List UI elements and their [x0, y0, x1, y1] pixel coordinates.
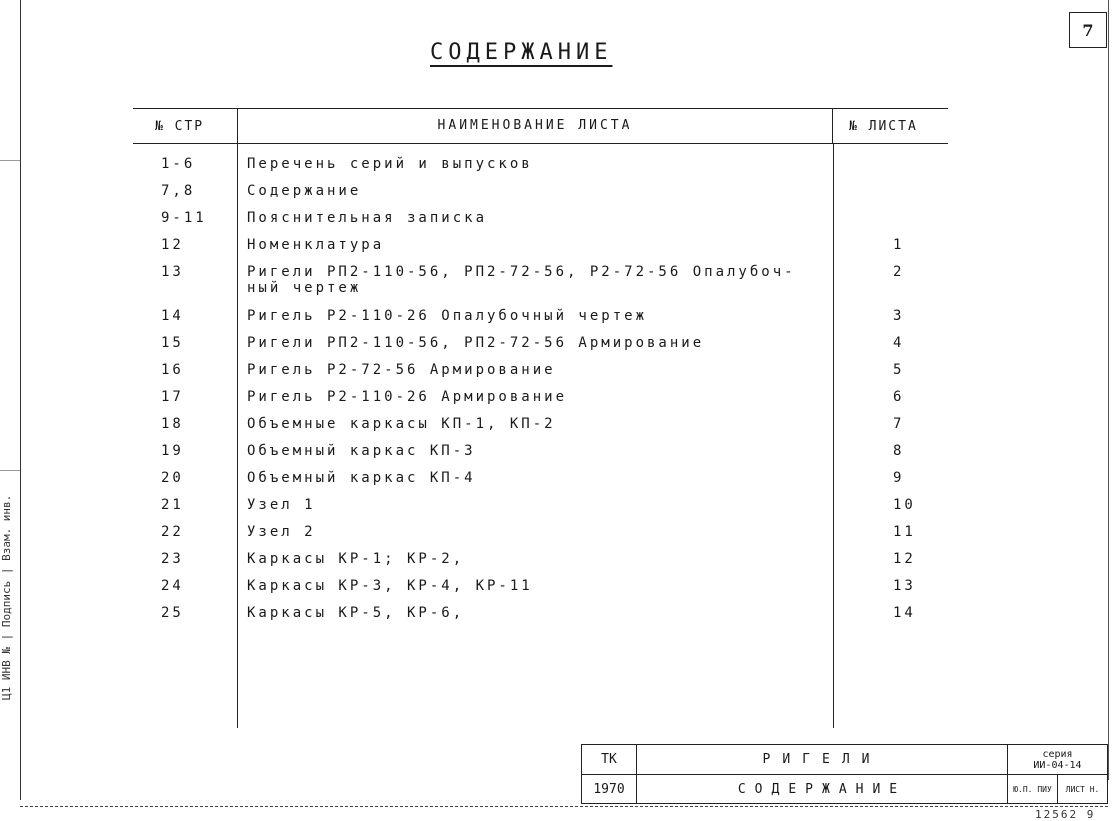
row-page-number: 9-11: [161, 210, 207, 226]
row-sheet-name: Пояснительная записка: [247, 210, 488, 226]
row-sheet-number: 4: [893, 335, 905, 351]
table-row: [133, 578, 948, 605]
row-sheet-name: Объемный каркас КП-4: [247, 470, 476, 486]
row-page-number: 25: [161, 605, 184, 621]
row-sheet-name: Объемный каркас КП-3: [247, 443, 476, 459]
row-page-number: 18: [161, 416, 184, 432]
stamp-org: ТК: [581, 744, 637, 774]
row-sheet-name: Ригель Р2-110-26 Опалубочный чертеж: [247, 308, 648, 324]
stamp-product: РИГЕЛИ: [637, 744, 1007, 774]
side-margin-label: Ц1 ИНВ № | Подпись | Взам. инв.: [0, 494, 13, 700]
row-sheet-number: 2: [893, 264, 905, 280]
inventory-number: 12562 9: [1035, 808, 1096, 821]
row-page-number: 1-6: [161, 156, 196, 172]
row-page-number: 21: [161, 497, 184, 513]
row-sheet-name: Ригель Р2-110-26 Армирование: [247, 389, 568, 405]
column-divider: [237, 144, 238, 728]
row-sheet-name: Каркасы КР-3, КР-4, КР-11: [247, 578, 533, 594]
row-page-number: 19: [161, 443, 184, 459]
table-row: [133, 237, 948, 264]
table-row: [133, 470, 948, 497]
row-sheet-number: 7: [893, 416, 905, 432]
row-sheet-number: 11: [893, 524, 916, 540]
margin-tick: [0, 470, 20, 471]
row-sheet-name: Каркасы КР-5, КР-6,: [247, 605, 465, 621]
stamp-col-2: ЛИСТ Н.: [1057, 775, 1107, 803]
row-sheet-name: Объемные каркасы КП-1, КП-2: [247, 416, 556, 432]
frame-left-border: [20, 0, 21, 800]
table-row: [133, 264, 948, 308]
header-sheet-number: № ЛИСТА: [849, 118, 918, 134]
frame-right-border: [1108, 0, 1109, 780]
row-page-number: 17: [161, 389, 184, 405]
table-row: [133, 416, 948, 443]
row-sheet-name: Узел 1: [247, 497, 316, 513]
header-page-number: № СТР: [155, 118, 205, 134]
row-sheet-number: 14: [893, 605, 916, 621]
header-sheet-name: НАИМЕНОВАНИЕ ЛИСТА: [237, 109, 833, 143]
stamp-sheet-cols: [1007, 774, 1108, 804]
stamp-series-value: ИИ-04-14: [1033, 759, 1082, 771]
row-sheet-name: Ригели РП2-110-56, РП2-72-56 Армирование: [247, 335, 705, 351]
table-row: [133, 210, 948, 237]
row-page-number: 15: [161, 335, 184, 351]
row-sheet-number: 9: [893, 470, 905, 486]
row-page-number: 12: [161, 237, 184, 253]
page-number: 7: [1069, 12, 1107, 48]
table-row: [133, 308, 948, 335]
row-sheet-name: Ригели РП2-110-56, РП2-72-56, Р2-72-56 Опалубоч- ный чертеж: [247, 264, 796, 296]
table-row: [133, 551, 948, 578]
stamp-col-1: Ю.П. ПИУ: [1013, 784, 1052, 794]
row-page-number: 23: [161, 551, 184, 567]
row-sheet-number: 8: [893, 443, 905, 459]
row-page-number: 14: [161, 308, 184, 324]
column-divider: [833, 144, 834, 728]
table-row: [133, 389, 948, 416]
stamp-series: [1007, 744, 1108, 774]
table-row: [133, 497, 948, 524]
table-row: [133, 362, 948, 389]
row-page-number: 16: [161, 362, 184, 378]
row-sheet-name: Ригель Р2-72-56 Армирование: [247, 362, 556, 378]
row-sheet-number: 13: [893, 578, 916, 594]
table-row: [133, 605, 948, 632]
row-page-number: 24: [161, 578, 184, 594]
row-sheet-number: 3: [893, 308, 905, 324]
row-sheet-name: Перечень серий и выпусков: [247, 156, 533, 172]
page-title: СОДЕРЖАНИЕ: [430, 40, 613, 65]
row-sheet-number: 12: [893, 551, 916, 567]
table-header: [133, 108, 948, 144]
table-row: [133, 183, 948, 210]
table-row: [133, 335, 948, 362]
contents-table: [133, 108, 948, 632]
table-row: [133, 524, 948, 551]
stamp-series-label: серия: [1042, 748, 1073, 760]
table-row: [133, 156, 948, 183]
row-page-number: 7,8: [161, 183, 196, 199]
row-sheet-name: Номенклатура: [247, 237, 385, 253]
row-page-number: 22: [161, 524, 184, 540]
row-sheet-number: 10: [893, 497, 916, 513]
table-row: [133, 443, 948, 470]
stamp-sheet-title: СОДЕРЖАНИЕ: [637, 774, 1007, 804]
frame-bottom-border: [20, 806, 1108, 807]
row-sheet-number: 6: [893, 389, 905, 405]
title-block-stamp: [581, 744, 1108, 804]
row-sheet-number: 5: [893, 362, 905, 378]
table-body: [133, 144, 948, 632]
row-sheet-number: 1: [893, 237, 905, 253]
stamp-year: 1970: [581, 774, 637, 804]
row-page-number: 13: [161, 264, 184, 280]
row-page-number: 20: [161, 470, 184, 486]
row-sheet-name: Каркасы КР-1; КР-2,: [247, 551, 465, 567]
row-sheet-name: Узел 2: [247, 524, 316, 540]
row-sheet-name: Содержание: [247, 183, 362, 199]
margin-tick: [0, 160, 20, 161]
